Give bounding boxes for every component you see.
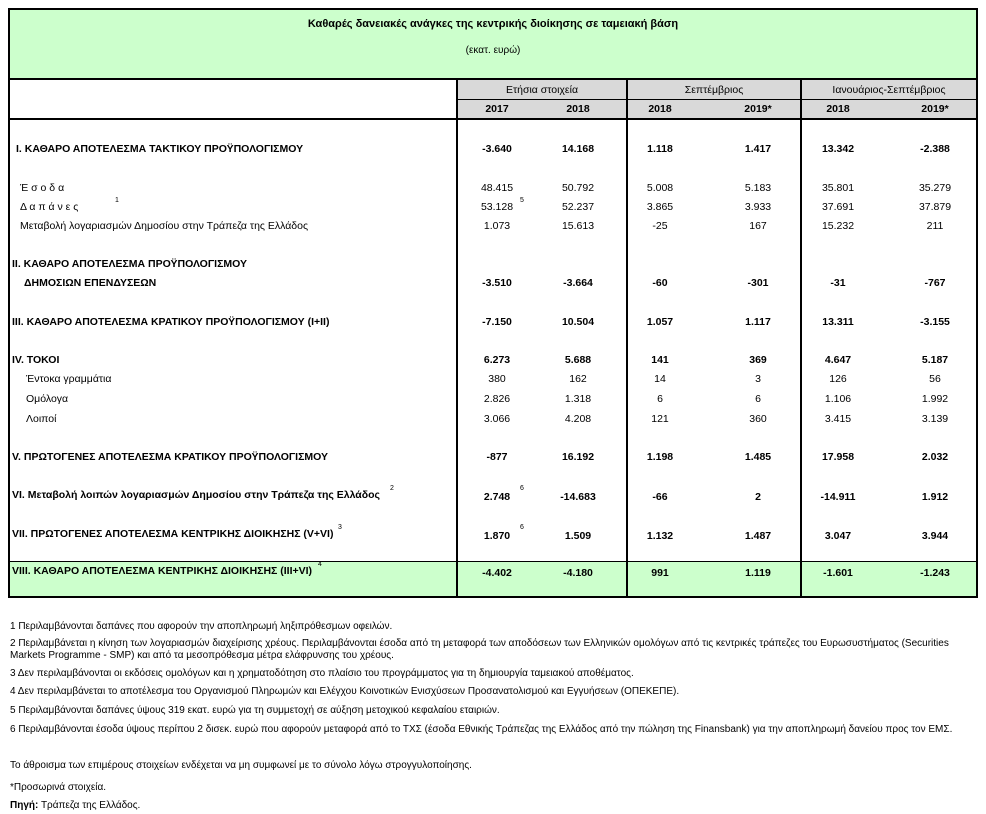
cell: 991 (651, 567, 669, 579)
cell: 380 (488, 373, 506, 385)
row-label: IV. ΤΟΚΟΙ (12, 354, 60, 366)
cell: 16.192 (561, 451, 595, 463)
cell: 2.032 (921, 451, 949, 463)
cell: 15.232 (821, 220, 855, 232)
cell: -14.683 (560, 491, 596, 503)
title-box (10, 10, 976, 80)
cell: 3.415 (824, 413, 852, 425)
row-label: Λοιποί (26, 413, 57, 425)
col-header: 2018 (826, 103, 850, 115)
separator (800, 78, 802, 596)
cell: -3.155 (920, 316, 950, 328)
cell: 3.139 (921, 413, 949, 425)
cell: 2.826 (483, 393, 511, 405)
cell: 1.073 (483, 220, 511, 232)
cell: -66 (652, 491, 668, 503)
cell: -301 (747, 277, 769, 289)
table-frame (8, 8, 978, 598)
source-label: Πηγή: (10, 800, 39, 811)
separator (626, 78, 628, 596)
cell: -767 (924, 277, 946, 289)
cell: 1.870 (483, 530, 511, 542)
row-label-cont: ΔΗΜΟΣΙΩΝ ΕΠΕΝΔΥΣΕΩΝ (24, 277, 157, 289)
col-header: 2019* (744, 103, 772, 115)
cell: 4.647 (824, 354, 852, 366)
cell: 3.066 (483, 413, 511, 425)
cell: 2.748 (483, 491, 511, 503)
row-label: Έντοκα γραμμάτια (26, 373, 112, 385)
cell: 167 (749, 220, 767, 232)
table-title: Καθαρές δανειακές ανάγκες της κεντρικής διοίκησης σε ταμειακή βάση (307, 18, 679, 30)
cell: 35.801 (821, 182, 855, 194)
cell: 1.318 (564, 393, 592, 405)
cell: 162 (569, 373, 587, 385)
cell: 1.117 (745, 316, 771, 328)
cell: 17.958 (821, 451, 855, 463)
cell: -60 (652, 277, 668, 289)
cell: 141 (651, 354, 669, 366)
cell: 13.342 (821, 143, 855, 155)
source-line (10, 800, 976, 812)
cell: 3 (755, 373, 761, 385)
cell: 1.119 (745, 567, 771, 579)
footnote: 6 Περιλαμβάνονται έσοδα ύψους περίπου 2 δισεκ. ευρώ που αφορούν μεταφορά από το ΤΧΣ (έσοδα Εθνικής Τράπεζας της Ελλάδος από την πώληση της Finansbank) για την αποπληρωμή δανείου προς τον ΕΜΣ. (10, 724, 953, 735)
cell: -1.601 (823, 567, 853, 579)
row-label: V. ΠΡΩΤΟΓΕΝΕΣ ΑΠΟΤΕΛΕΣΜΑ ΚΡΑΤΙΚΟΥ ΠΡΟΫΠΟΛΟΓΙΣΜΟΥ (12, 451, 329, 463)
cell: 1.485 (744, 451, 772, 463)
cell: 6 (657, 393, 663, 405)
row-label: Ομόλογα (26, 393, 69, 405)
cell: -7.150 (482, 316, 512, 328)
cell: 15.613 (561, 220, 595, 232)
group-jan-sep: Ιανουάριος-Σεπτέμβριος (832, 84, 946, 96)
cell: 5.688 (564, 354, 592, 366)
cell: 1.198 (646, 451, 674, 463)
footnote-ref: 3 (338, 524, 342, 531)
cell: 1.132 (646, 530, 674, 542)
cell: 37.691 (821, 201, 855, 213)
row-label: Μεταβολή λογαριασμών Δημοσίου στην Τράπεζα της Ελλάδος (20, 220, 309, 232)
cell: -4.180 (563, 567, 593, 579)
cell: -877 (486, 451, 508, 463)
cell: -14.911 (820, 491, 856, 503)
cell: 6.273 (483, 354, 511, 366)
group-september: Σεπτέμβριος (684, 84, 744, 96)
footnote-ref: 2 (390, 485, 394, 492)
rounding-note: Το άθροισμα των επιμέρους στοιχείων ενδέχεται να μη συμφωνεί με το σύνολο λόγω στρογγυλοποίησης. (10, 760, 472, 771)
cell: 360 (749, 413, 767, 425)
footnote: 5 Περιλαμβάνονται δαπάνες ύψους 319 εκατ. ευρώ για τη συμμετοχή σε αύξηση μετοχικού κεφαλαίου εταιριών. (10, 705, 500, 716)
cell: 6 (755, 393, 761, 405)
cell: 1.509 (564, 530, 592, 542)
cell: 35.279 (918, 182, 952, 194)
cell: 1.106 (824, 393, 852, 405)
cell: 3.865 (646, 201, 674, 213)
cell: 37.879 (918, 201, 952, 213)
row-label: III. ΚΑΘΑΡΟ ΑΠΟΤΕΛΕΣΜΑ ΚΡΑΤΙΚΟΥ ΠΡΟΫΠΟΛΟΓΙΣΜΟΥ (I+II) (12, 316, 330, 328)
cell: 126 (829, 373, 847, 385)
cell: 14.168 (561, 143, 595, 155)
cell: 4.208 (564, 413, 592, 425)
row-label: VI. Μεταβολή λοιπών λογαριασμών Δημοσίου στην Τράπεζα της Ελλάδος (12, 489, 380, 501)
col-header: 2018 (566, 103, 590, 115)
source: Τράπεζα της Ελλάδος. (40, 800, 141, 811)
cell: 5.183 (744, 182, 772, 194)
cell: -3.510 (482, 277, 512, 289)
group-annual: Ετήσια στοιχεία (505, 84, 579, 96)
cell: 1.912 (921, 491, 949, 503)
cell: 121 (651, 413, 669, 425)
footnote: 1 Περιλαμβάνονται δαπάνες που αφορούν την αποπληρωμή ληξιπρόθεσμων οφειλών. (10, 621, 393, 632)
cell: 14 (654, 373, 666, 385)
row-label: Δ α π ά ν ε ς (20, 201, 79, 213)
cell: 211 (926, 220, 944, 232)
provisional-note: *Προσωρινά στοιχεία. (10, 782, 107, 793)
row-label: VII. ΠΡΩΤΟΓΕΝΕΣ ΑΠΟΤΕΛΕΣΜΑ ΚΕΝΤΡΙΚΗΣ ΔΙΟΙΚΗΣΗΣ (V+VI) (12, 528, 334, 540)
cell: -25 (652, 220, 668, 232)
header-bottom-border (10, 118, 976, 120)
row-label: II. ΚΑΘΑΡΟ ΑΠΟΤΕΛΕΣΜΑ ΠΡΟΫΠΟΛΟΓΙΣΜΟΥ (12, 258, 247, 270)
cell: 3.933 (744, 201, 772, 213)
cell: -1.243 (920, 567, 950, 579)
cell: 53.128 (480, 201, 514, 213)
col-header: 2017 (485, 103, 509, 115)
cell: -31 (830, 277, 846, 289)
col-header: 2019* (921, 103, 949, 115)
cell: 10.504 (561, 316, 595, 328)
header-divider (458, 99, 976, 100)
cell: 13.311 (822, 316, 854, 328)
footnote-ref: 4 (318, 561, 322, 568)
footnote-ref: 1 (115, 197, 119, 204)
cell: 3.047 (824, 530, 852, 542)
cell: 2 (755, 491, 761, 503)
cell: 1.057 (646, 316, 674, 328)
cell: 1.118 (647, 143, 673, 155)
cell: 5.008 (646, 182, 674, 194)
footnote-ref: 6 (520, 524, 524, 531)
cell: 3.944 (921, 530, 949, 542)
footnote: 3 Δεν περιλαμβάνονται οι εκδόσεις ομολόγων και η χρηματοδότηση στο πλαίσιο του προγράμματος για τη δημιουργία ταμειακού αποθέματος. (10, 668, 634, 679)
cell: 1.487 (744, 530, 772, 542)
row-label: Έ σ ο δ α (20, 182, 65, 194)
row-label: I. ΚΑΘΑΡΟ ΑΠΟΤΕΛΕΣΜΑ ΤΑΚΤΙΚΟΥ ΠΡΟΫΠΟΛΟΓΙΣΜΟΥ (16, 143, 304, 155)
cell: 369 (749, 354, 767, 366)
cell: 48.415 (480, 182, 514, 194)
row-label: VIII. ΚΑΘΑΡΟ ΑΠΟΤΕΛΕΣΜΑ ΚΕΝΤΡΙΚΗΣ ΔΙΟΙΚΗΣΗΣ (III+VI) (12, 565, 313, 577)
cell: -4.402 (482, 567, 512, 579)
cell: 5.187 (921, 354, 949, 366)
cell: 56 (929, 373, 941, 385)
separator (456, 78, 458, 596)
col-header: 2018 (648, 103, 672, 115)
cell: 52.237 (561, 201, 595, 213)
cell: -3.640 (482, 143, 512, 155)
table-subtitle: (εκατ. ευρώ) (465, 45, 521, 56)
cell: 50.792 (561, 182, 595, 194)
cell: 1.417 (744, 143, 772, 155)
footnote-ref: 6 (520, 485, 524, 492)
cell: -2.388 (920, 143, 950, 155)
footnote: 2 Περιλαμβάνεται η κίνηση των λογαριασμών διαχείρισης χρέους. Περιλαμβάνονται έσοδα από τη μεταφορά των αποδόσεων των Ελληνικών ομολόγων από τις κεντρικές τράπεζες του Ευρωσυστήματος (Securities Markets Programme - SMP) και από τα μεσοπρόθεσμα μέτρα ελάφρυνσης του χρέους. (10, 638, 949, 661)
footnote-ref: 5 (520, 197, 524, 204)
cell: -3.664 (563, 277, 593, 289)
cell: 1.992 (921, 393, 949, 405)
footnote: 4 Δεν περιλαμβάνεται το αποτέλεσμα του Οργανισμού Πληρωμών και Ελέγχου Κοινοτικών Ενισχύσεων Προσανατολισμού και Εγγυήσεων (ΟΠΕΚΕΠΕ). (10, 686, 680, 697)
total-row-top-border (10, 561, 976, 562)
